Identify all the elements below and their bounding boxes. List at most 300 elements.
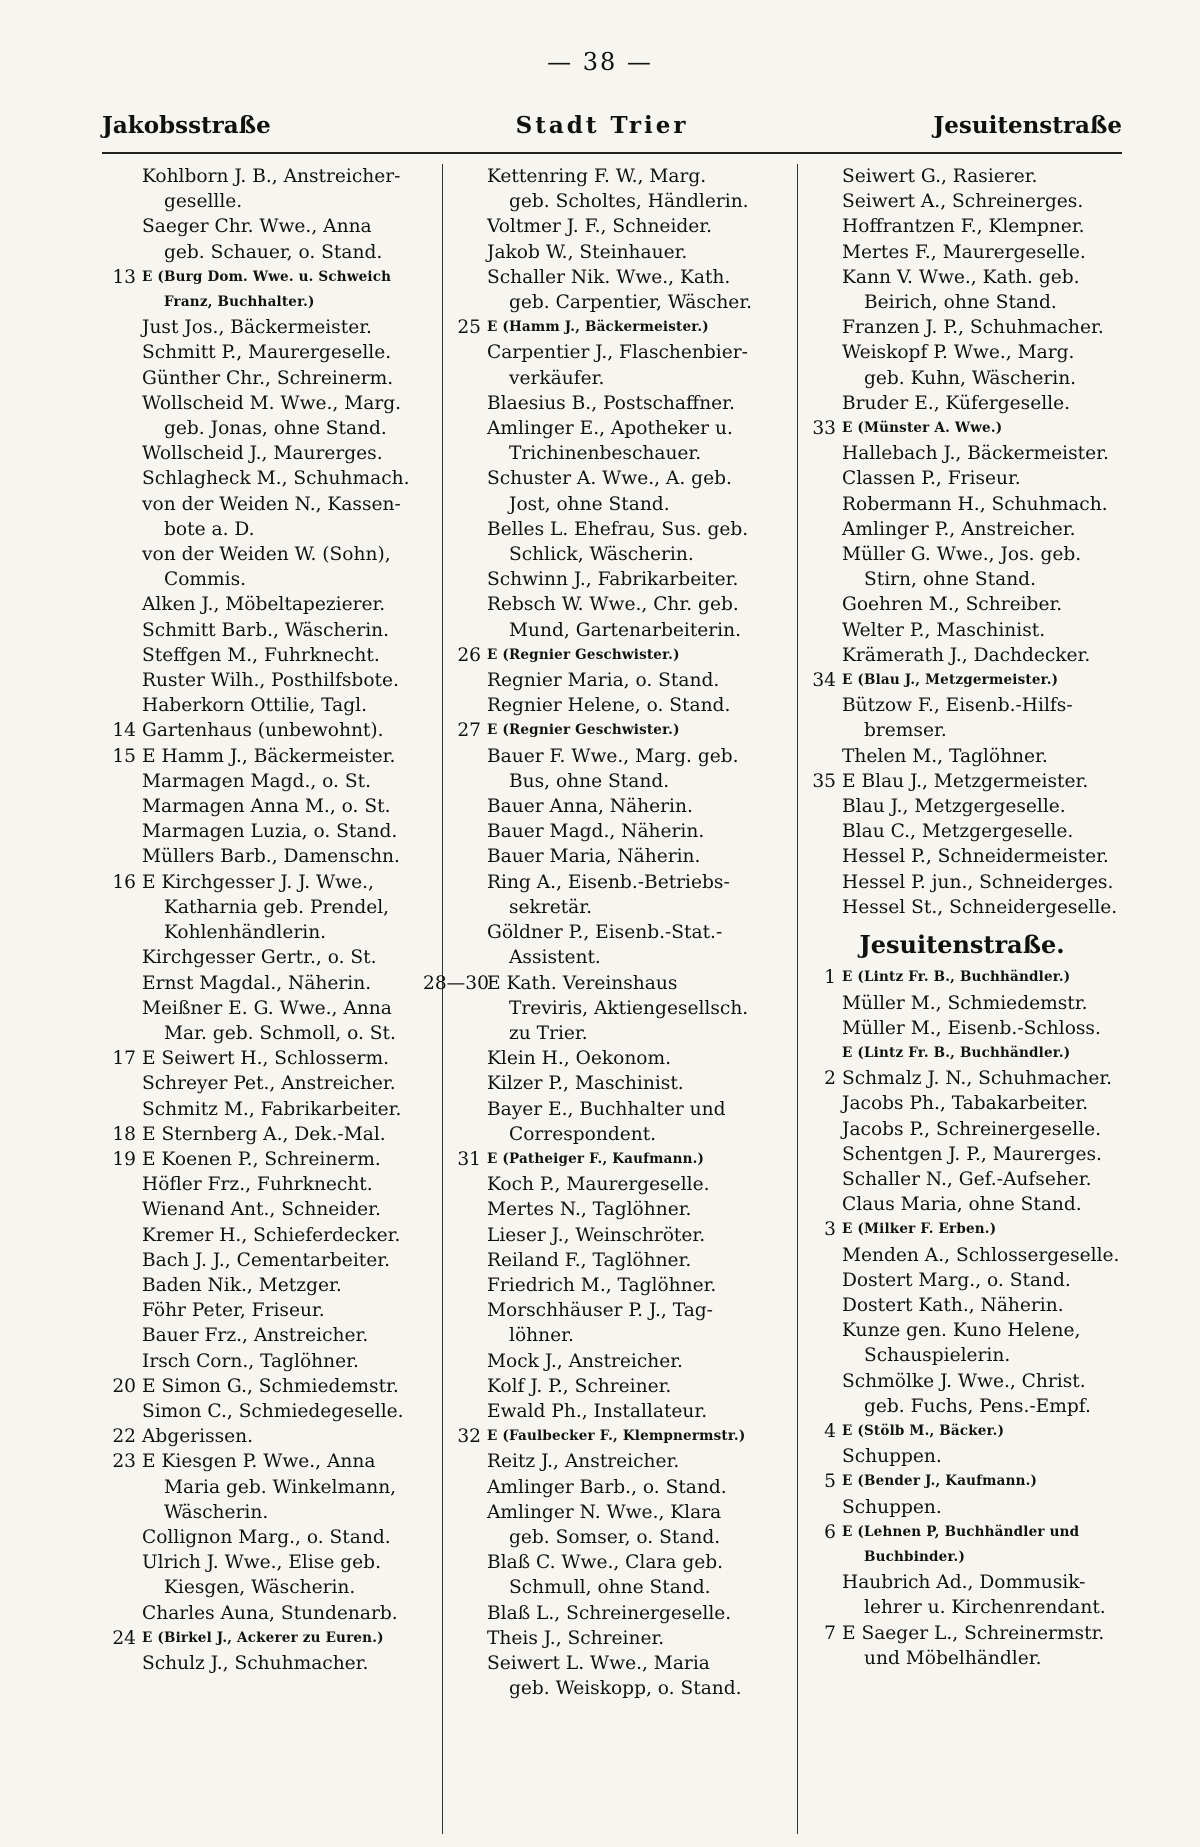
house-number bbox=[447, 996, 487, 1021]
entry-text: Baden Nik., Metzger. bbox=[142, 1274, 342, 1296]
house-number bbox=[102, 1248, 142, 1273]
directory-entry bbox=[447, 618, 791, 643]
directory-entry bbox=[802, 315, 1122, 340]
entry-text: Buchbinder.) bbox=[864, 1548, 966, 1565]
house-number bbox=[802, 1318, 842, 1343]
directory-entry bbox=[802, 1369, 1122, 1394]
house-number bbox=[447, 1651, 487, 1676]
entry-text: Schreyer Pet., Anstreicher. bbox=[142, 1073, 396, 1095]
running-head-center: Stadt Trier bbox=[515, 112, 689, 139]
house-number bbox=[447, 416, 487, 441]
house-number bbox=[102, 1550, 142, 1575]
directory-entry bbox=[102, 1525, 436, 1550]
entry-text: Kirchgesser Gertr., o. St. bbox=[142, 947, 377, 969]
house-number bbox=[102, 164, 142, 189]
house-number bbox=[447, 693, 487, 718]
entry-text: Wienand Ant., Schneider. bbox=[142, 1199, 381, 1221]
directory-entry bbox=[102, 794, 436, 819]
entry-text: Kann V. Wwe., Kath. geb. bbox=[842, 266, 1080, 288]
house-number bbox=[447, 214, 487, 239]
house-number bbox=[802, 819, 842, 844]
house-number bbox=[102, 1172, 142, 1197]
house-number bbox=[102, 1097, 142, 1122]
house-number bbox=[102, 1525, 142, 1550]
entry-text: Bauer Frz., Anstreicher. bbox=[142, 1325, 369, 1347]
directory-entry bbox=[802, 895, 1122, 920]
directory-entry bbox=[802, 991, 1122, 1016]
entry-text: E (Burg Dom. Wwe. u. Schweich bbox=[142, 268, 392, 285]
house-number bbox=[447, 819, 487, 844]
entry-text: E (Regnier Geschwister.) bbox=[487, 646, 680, 663]
directory-entry bbox=[447, 1223, 791, 1248]
directory-entry bbox=[102, 1046, 436, 1071]
entry-text: E (Münster A. Wwe.) bbox=[842, 420, 1003, 437]
directory-entry bbox=[802, 1293, 1122, 1318]
directory-entry bbox=[447, 1298, 791, 1323]
directory-entry bbox=[447, 1525, 791, 1550]
directory-entry bbox=[102, 1298, 436, 1323]
house-number: 15 bbox=[112, 745, 136, 767]
house-number bbox=[447, 794, 487, 819]
entry-text: Schmitt P., Maurergeselle. bbox=[142, 342, 392, 364]
house-number bbox=[102, 1071, 142, 1096]
entry-text: Amlinger P., Anstreicher. bbox=[842, 518, 1076, 540]
directory-entry bbox=[447, 1147, 791, 1172]
entry-text: Mock J., Anstreicher. bbox=[487, 1350, 683, 1372]
entry-text: Höfler Frz., Fuhrknecht. bbox=[142, 1174, 373, 1196]
directory-entry bbox=[102, 1021, 436, 1046]
entry-text: Correspondent. bbox=[509, 1123, 657, 1145]
directory-entry bbox=[102, 290, 436, 315]
house-number bbox=[102, 643, 142, 668]
house-number bbox=[802, 1167, 842, 1192]
entry-text: Krämerath J., Dachdecker. bbox=[842, 644, 1091, 666]
house-number bbox=[447, 567, 487, 592]
house-number bbox=[802, 492, 842, 517]
directory-entry bbox=[102, 693, 436, 718]
directory-entry bbox=[447, 567, 791, 592]
entry-text: Bus, ohne Stand. bbox=[509, 770, 670, 792]
directory-entry bbox=[447, 265, 791, 290]
directory-entry bbox=[802, 1495, 1122, 1520]
house-number bbox=[447, 870, 487, 895]
directory-entry bbox=[447, 895, 791, 920]
entry-text: Ruster Wilh., Posthilfsbote. bbox=[142, 670, 399, 692]
house-number bbox=[447, 1046, 487, 1071]
directory-entry bbox=[447, 1323, 791, 1348]
directory-entry bbox=[447, 1374, 791, 1399]
house-number bbox=[447, 668, 487, 693]
directory-entry bbox=[447, 920, 791, 945]
directory-entry bbox=[447, 1575, 791, 1600]
entry-text: Lieser J., Weinschröter. bbox=[487, 1224, 706, 1246]
directory-entry bbox=[102, 542, 436, 567]
directory-entry bbox=[802, 416, 1122, 441]
house-number bbox=[102, 693, 142, 718]
entry-text: Marmagen Luzia, o. Stand. bbox=[142, 821, 398, 843]
house-number: 3 bbox=[824, 1219, 836, 1241]
entry-text: Schmull, ohne Stand. bbox=[509, 1577, 711, 1599]
entry-text: Seiwert G., Rasierer. bbox=[842, 166, 1038, 187]
entry-text: Jacobs Ph., Tabakarbeiter. bbox=[842, 1093, 1089, 1115]
directory-entry bbox=[447, 391, 791, 416]
entry-text: bremser. bbox=[864, 720, 947, 742]
house-number bbox=[802, 592, 842, 617]
entry-text: Mertes N., Taglöhner. bbox=[487, 1199, 692, 1221]
directory-entry bbox=[102, 1399, 436, 1424]
entry-text: Ring A., Eisenb.-Betriebs- bbox=[487, 871, 730, 893]
entry-text: Hessel P. jun., Schneiderges. bbox=[842, 871, 1114, 893]
directory-entry bbox=[102, 1449, 436, 1474]
directory-entry bbox=[802, 391, 1122, 416]
house-number: 7 bbox=[824, 1622, 836, 1644]
entry-text: Seiwert A., Schreinerges. bbox=[842, 191, 1084, 213]
directory-entry bbox=[447, 668, 791, 693]
house-number bbox=[447, 441, 487, 466]
entry-text: Schmalz J. N., Schuhmacher. bbox=[842, 1068, 1113, 1090]
entry-text: Schuppen. bbox=[842, 1496, 942, 1518]
directory-entry bbox=[102, 844, 436, 869]
entry-text: E (Faulbecker F., Klempnermstr.) bbox=[487, 1428, 746, 1445]
directory-entry bbox=[102, 996, 436, 1021]
house-number: 19 bbox=[112, 1148, 136, 1170]
entry-text: Trichinenbeschauer. bbox=[509, 443, 702, 465]
entry-text: Just Jos., Bäckermeister. bbox=[142, 317, 372, 339]
directory-entry bbox=[802, 718, 1122, 743]
directory-entry bbox=[802, 618, 1122, 643]
house-number bbox=[802, 290, 842, 315]
entry-text: Blau C., Metzgergeselle. bbox=[842, 821, 1074, 843]
directory-entry bbox=[447, 1500, 791, 1525]
house-number bbox=[802, 1495, 842, 1520]
directory-entry bbox=[802, 744, 1122, 769]
entry-text: E Seiwert H., Schlosserm. bbox=[142, 1048, 390, 1070]
directory-entry bbox=[802, 1394, 1122, 1419]
house-number bbox=[102, 1323, 142, 1348]
directory-entry bbox=[802, 1117, 1122, 1142]
house-number bbox=[802, 517, 842, 542]
house-number bbox=[102, 517, 142, 542]
house-number bbox=[102, 416, 142, 441]
directory-entry bbox=[102, 567, 436, 592]
entry-text: Günther Chr., Schreinerm. bbox=[142, 367, 394, 389]
directory-entry bbox=[102, 1223, 436, 1248]
entry-text: Dostert Kath., Näherin. bbox=[842, 1294, 1064, 1316]
entry-text: Kohlenhändlerin. bbox=[164, 922, 327, 944]
directory-entry bbox=[802, 870, 1122, 895]
house-number bbox=[102, 618, 142, 643]
house-number bbox=[447, 1500, 487, 1525]
house-number bbox=[802, 991, 842, 1016]
house-number bbox=[102, 214, 142, 239]
entry-text: Göldner P., Eisenb.-Stat.- bbox=[487, 922, 723, 944]
entry-text: Marmagen Magd., o. St. bbox=[142, 770, 371, 792]
entry-text: zu Trier. bbox=[509, 1022, 588, 1044]
entry-text: E (Hamm J., Bäckermeister.) bbox=[487, 319, 709, 336]
house-number: 23 bbox=[112, 1451, 136, 1473]
entry-text: Schwinn J., Fabrikarbeiter. bbox=[487, 569, 739, 591]
directory-entry bbox=[447, 819, 791, 844]
house-number bbox=[447, 1097, 487, 1122]
house-number: 1 bbox=[824, 967, 836, 989]
house-number bbox=[102, 441, 142, 466]
directory-entry bbox=[102, 265, 436, 290]
directory-entry bbox=[802, 1041, 1122, 1066]
entry-text: Jacobs P., Schreinergeselle. bbox=[842, 1118, 1102, 1140]
directory-entry bbox=[802, 492, 1122, 517]
entry-text: Müller M., Schmiedemstr. bbox=[842, 992, 1088, 1014]
entry-text: Menden A., Schlossergeselle. bbox=[842, 1244, 1120, 1266]
directory-entry bbox=[447, 643, 791, 668]
entry-text: Amlinger N. Wwe., Klara bbox=[487, 1501, 722, 1523]
directory-entry bbox=[802, 1066, 1122, 1091]
house-number: 5 bbox=[824, 1471, 836, 1493]
entry-text: Schuppen. bbox=[842, 1446, 942, 1468]
entry-text: Voltmer J. F., Schneider. bbox=[487, 216, 713, 238]
entry-text: Schlick, Wäscherin. bbox=[509, 544, 694, 566]
house-number: 26 bbox=[457, 644, 481, 666]
directory-entry bbox=[802, 1545, 1122, 1570]
entry-text: Ulrich J. Wwe., Elise geb. bbox=[142, 1552, 381, 1574]
house-number bbox=[447, 391, 487, 416]
house-number bbox=[802, 643, 842, 668]
house-number bbox=[102, 1575, 142, 1600]
entry-text: Friedrich M., Taglöhner. bbox=[487, 1274, 717, 1296]
house-number bbox=[447, 164, 487, 189]
directory-entry bbox=[447, 1449, 791, 1474]
entry-text: bote a. D. bbox=[164, 518, 255, 540]
house-number bbox=[447, 945, 487, 970]
entry-text: E (Bender J., Kaufmann.) bbox=[842, 1473, 1038, 1490]
entry-text: von der Weiden N., Kassen- bbox=[142, 493, 401, 515]
house-number bbox=[802, 1041, 842, 1066]
house-number bbox=[447, 1475, 487, 1500]
directory-entry bbox=[447, 844, 791, 869]
house-number bbox=[102, 1197, 142, 1222]
header-rule bbox=[102, 152, 1122, 154]
house-number bbox=[802, 895, 842, 920]
house-number bbox=[447, 744, 487, 769]
directory-entry bbox=[447, 1651, 791, 1676]
house-number bbox=[102, 1298, 142, 1323]
house-number bbox=[447, 1449, 487, 1474]
entry-text: Kohlborn J. B., Anstreicher- bbox=[142, 166, 401, 187]
house-number bbox=[102, 668, 142, 693]
directory-entry bbox=[802, 643, 1122, 668]
directory-entry bbox=[447, 1550, 791, 1575]
entry-text: Mar. geb. Schmoll, o. St. bbox=[164, 1022, 396, 1044]
directory-entry bbox=[447, 1021, 791, 1046]
directory-entry bbox=[447, 542, 791, 567]
entry-text: geb. Schauer, o. Stand. bbox=[164, 241, 383, 263]
entry-text: Amlinger Barb., o. Stand. bbox=[487, 1476, 727, 1498]
street-heading bbox=[802, 930, 1122, 960]
column-2 bbox=[423, 164, 797, 1834]
entry-text: Franzen J. P., Schuhmacher. bbox=[842, 317, 1104, 339]
entry-text: Ernst Magdal., Näherin. bbox=[142, 972, 372, 994]
directory-entry bbox=[447, 214, 791, 239]
entry-text: geb. Somser, o. Stand. bbox=[509, 1526, 721, 1548]
entry-text: Treviris, Aktiengesellsch. bbox=[509, 997, 749, 1019]
entry-text: Reitz J., Anstreicher. bbox=[487, 1451, 680, 1473]
house-number bbox=[802, 1444, 842, 1469]
directory-columns bbox=[102, 164, 1122, 1834]
directory-entry bbox=[802, 1469, 1122, 1494]
house-number bbox=[447, 1197, 487, 1222]
directory-entry bbox=[102, 1424, 436, 1449]
house-number bbox=[802, 466, 842, 491]
directory-entry bbox=[802, 1646, 1122, 1671]
entry-text: Bauer F. Wwe., Marg. geb. bbox=[487, 745, 739, 767]
entry-text: E Saeger L., Schreinermstr. bbox=[842, 1622, 1105, 1644]
entry-text: Kolf J. P., Schreiner. bbox=[487, 1375, 672, 1397]
directory-entry bbox=[102, 1349, 436, 1374]
house-number: 35 bbox=[812, 770, 836, 792]
house-number bbox=[802, 366, 842, 391]
entry-text: Meißner E. G. Wwe., Anna bbox=[142, 997, 392, 1019]
entry-text: E (Regnier Geschwister.) bbox=[487, 722, 680, 739]
house-number bbox=[102, 945, 142, 970]
entry-text: Schmölke J. Wwe., Christ. bbox=[842, 1370, 1086, 1392]
house-number bbox=[102, 1021, 142, 1046]
directory-entry bbox=[802, 1167, 1122, 1192]
directory-entry bbox=[102, 1197, 436, 1222]
directory-entry bbox=[447, 794, 791, 819]
house-number bbox=[802, 618, 842, 643]
directory-entry bbox=[102, 945, 436, 970]
directory-entry bbox=[447, 466, 791, 491]
house-number bbox=[447, 1248, 487, 1273]
directory-entry bbox=[102, 189, 436, 214]
house-number bbox=[447, 1601, 487, 1626]
house-number: 6 bbox=[824, 1521, 836, 1543]
house-number bbox=[447, 189, 487, 214]
entry-text: geb. Kuhn, Wäscherin. bbox=[864, 367, 1077, 389]
directory-entry bbox=[447, 1248, 791, 1273]
house-number bbox=[447, 240, 487, 265]
entry-text: Morschhäuser P. J., Tag- bbox=[487, 1300, 713, 1322]
directory-entry bbox=[102, 592, 436, 617]
house-number bbox=[102, 189, 142, 214]
entry-text: Klein H., Oekonom. bbox=[487, 1048, 672, 1070]
entry-text: Kunze gen. Kuno Helene, bbox=[842, 1320, 1081, 1342]
entry-text: Haberkorn Ottilie, Tagl. bbox=[142, 695, 367, 717]
directory-entry bbox=[802, 164, 1122, 189]
house-number bbox=[447, 1172, 487, 1197]
house-number bbox=[802, 391, 842, 416]
directory-entry bbox=[447, 164, 791, 189]
directory-entry bbox=[447, 189, 791, 214]
house-number bbox=[102, 366, 142, 391]
entry-text: Ewald Ph., Installateur. bbox=[487, 1400, 708, 1422]
house-number bbox=[802, 240, 842, 265]
directory-entry bbox=[447, 492, 791, 517]
house-number bbox=[802, 1268, 842, 1293]
entry-text: Classen P., Friseur. bbox=[842, 468, 1021, 490]
entry-text: E (Patheiger F., Kaufmann.) bbox=[487, 1150, 705, 1167]
entry-text: sekretär. bbox=[509, 896, 593, 918]
directory-entry bbox=[102, 870, 436, 895]
house-number bbox=[447, 769, 487, 794]
house-number bbox=[802, 744, 842, 769]
entry-text: E Sternberg A., Dek.-Mal. bbox=[142, 1123, 386, 1145]
directory-entry bbox=[802, 265, 1122, 290]
entry-text: Wollscheid J., Maurerges. bbox=[142, 443, 383, 465]
directory-entry bbox=[802, 1217, 1122, 1242]
house-number bbox=[102, 315, 142, 340]
entry-text: Collignon Marg., o. Stand. bbox=[142, 1526, 391, 1548]
directory-entry bbox=[802, 466, 1122, 491]
house-number bbox=[447, 1374, 487, 1399]
house-number bbox=[447, 920, 487, 945]
entry-text: Franz, Buchhalter.) bbox=[164, 294, 315, 311]
entry-text: Mund, Gartenarbeiterin. bbox=[509, 619, 742, 641]
directory-entry bbox=[102, 1273, 436, 1298]
entry-text: Seiwert L. Wwe., Maria bbox=[487, 1652, 710, 1674]
house-number: 14 bbox=[112, 720, 136, 742]
entry-text: geb. Jonas, ohne Stand. bbox=[164, 418, 387, 440]
directory-entry bbox=[102, 1071, 436, 1096]
house-number bbox=[102, 1273, 142, 1298]
directory-entry bbox=[802, 214, 1122, 239]
entry-text: Kiesgen, Wäscherin. bbox=[164, 1577, 356, 1599]
directory-entry bbox=[447, 1172, 791, 1197]
entry-text: lehrer u. Kirchenrendant. bbox=[864, 1597, 1106, 1619]
house-number bbox=[102, 542, 142, 567]
directory-entry bbox=[802, 1142, 1122, 1167]
entry-text: von der Weiden W. (Sohn), bbox=[142, 544, 391, 566]
entry-text: Bruder E., Küfergeselle. bbox=[842, 392, 1071, 414]
directory-entry bbox=[447, 517, 791, 542]
house-number bbox=[447, 1349, 487, 1374]
house-number bbox=[447, 542, 487, 567]
house-number bbox=[447, 844, 487, 869]
house-number bbox=[802, 1293, 842, 1318]
entry-text: Hoffrantzen F., Klempner. bbox=[842, 216, 1085, 238]
directory-entry bbox=[102, 744, 436, 769]
entry-text: Bach J. J., Cementarbeiter. bbox=[142, 1249, 390, 1271]
entry-text: Thelen M., Taglöhner. bbox=[842, 745, 1048, 767]
house-number: 28—30 bbox=[423, 972, 489, 994]
directory-entry bbox=[102, 1475, 436, 1500]
directory-entry bbox=[102, 366, 436, 391]
house-number bbox=[102, 895, 142, 920]
entry-text: Regnier Helene, o. Stand. bbox=[487, 695, 731, 717]
house-number: 27 bbox=[457, 720, 481, 742]
directory-entry bbox=[102, 416, 436, 441]
entry-text: Blau J., Metzgergeselle. bbox=[842, 796, 1066, 818]
house-number bbox=[802, 567, 842, 592]
entry-text: geb. Carpentier, Wäscher. bbox=[509, 292, 753, 314]
directory-entry bbox=[102, 668, 436, 693]
house-number bbox=[102, 592, 142, 617]
house-number: 20 bbox=[112, 1375, 136, 1397]
house-number bbox=[102, 971, 142, 996]
entry-text: Marmagen Anna M., o. St. bbox=[142, 796, 391, 818]
house-number bbox=[802, 1117, 842, 1142]
house-number bbox=[447, 592, 487, 617]
house-number bbox=[447, 1071, 487, 1096]
house-number bbox=[102, 466, 142, 491]
directory-entry bbox=[102, 517, 436, 542]
house-number bbox=[447, 1676, 487, 1701]
directory-entry bbox=[802, 1621, 1122, 1646]
entry-text: Koch P., Maurergeselle. bbox=[487, 1174, 710, 1196]
house-number: 18 bbox=[112, 1123, 136, 1145]
house-number bbox=[102, 1500, 142, 1525]
house-number: 24 bbox=[112, 1627, 136, 1649]
directory-entry bbox=[447, 592, 791, 617]
